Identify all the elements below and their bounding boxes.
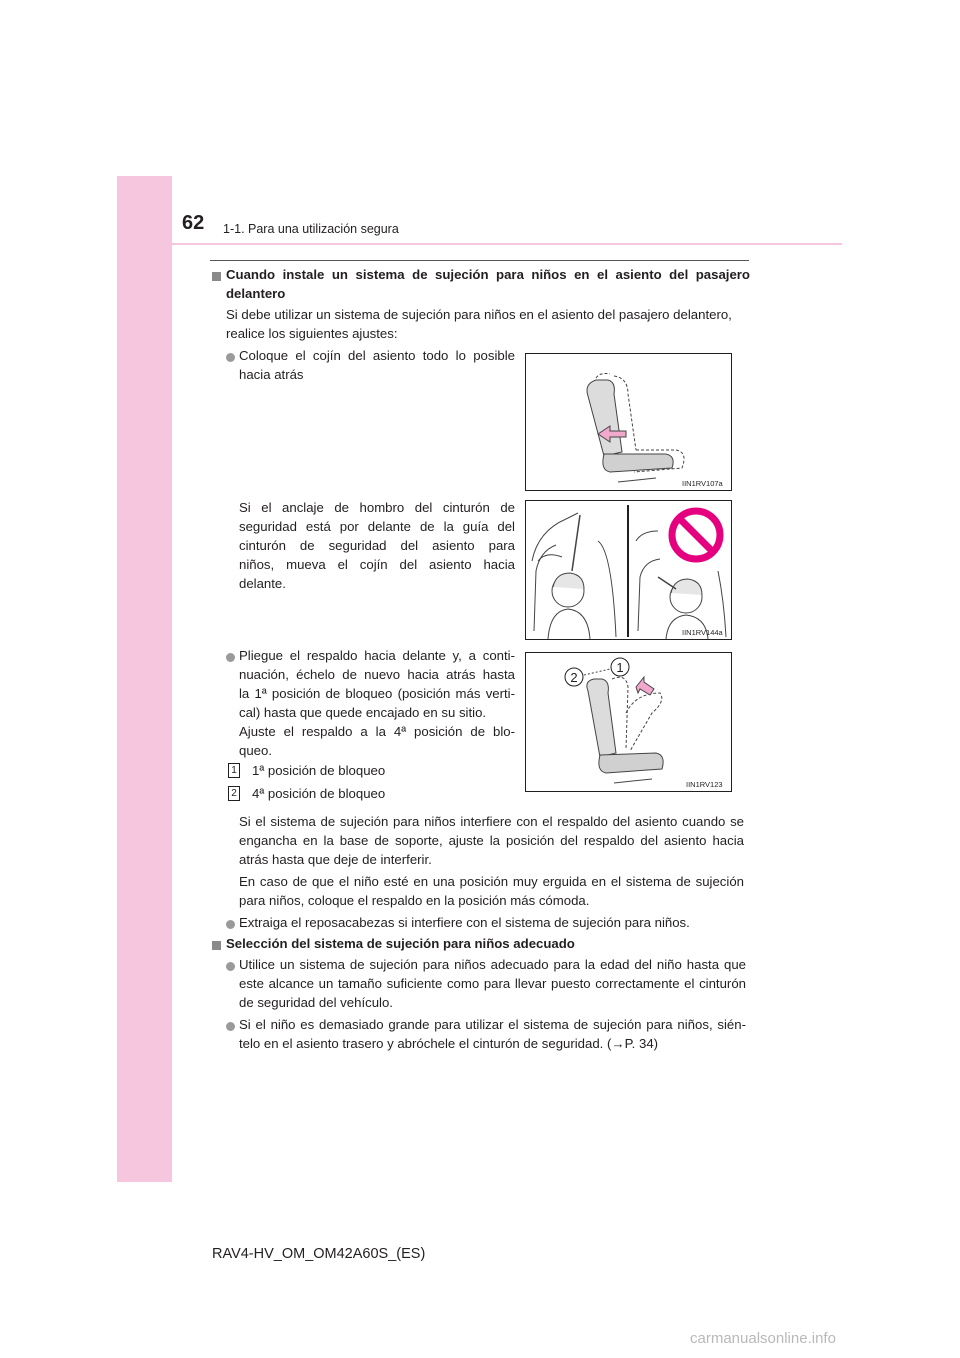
section-square-icon [212, 272, 221, 281]
bullet-dot-icon [226, 653, 235, 662]
bullet-text: queo. [239, 743, 273, 758]
body-text: engancha en la base de soporte, ajuste la posición del respaldo del asiento hacia [239, 833, 744, 848]
bullet-text: Ajuste el respaldo a la 4ª posición de blo- [239, 724, 515, 739]
legend-text: 1ª posición de bloqueo [252, 763, 386, 778]
body-text: Si el sistema de sujeción para niños interfiere con el respaldo del asiento cuando se [239, 814, 744, 829]
bullet-text: cal) hasta que quede encajado en su sitio. [239, 705, 487, 720]
note-line: seguridad está por delante de la guía del [239, 519, 515, 534]
running-head: 1-1. Para una utilización segura [223, 222, 399, 236]
bullet-text: este alcance un tamaño suficiente como para llevar puesto correctamente el cinturón [239, 976, 746, 991]
note-line: delante. [239, 576, 286, 591]
figure-code: IIN1RV107a [682, 479, 723, 488]
body-text: para niños, coloque el respaldo en la posición más cómoda. [239, 893, 590, 908]
bullet-text: Coloque el cojín del asiento todo lo posible [239, 348, 515, 363]
body-text: atrás hasta que deje de interferir. [239, 852, 432, 867]
section-title: Selección del sistema de sujeción para niños adecuado [226, 936, 575, 951]
bullet-text: Si el niño es demasiado grande para utilizar el sistema de sujeción para niños, sién- [239, 1017, 746, 1032]
bullet-text: Utilice un sistema de sujeción para niños adecuado para la edad del niño hasta que [239, 957, 746, 972]
document-code: RAV4-HV_OM_OM42A60S_(ES) [212, 1246, 426, 1262]
section-square-icon [212, 941, 221, 950]
page-number: 62 [182, 212, 205, 234]
callout-2: 2 [570, 670, 578, 685]
figure-seatback-lock [525, 652, 732, 792]
bullet-text: la 1ª posición de bloqueo (posición más verti- [239, 686, 515, 701]
intro-text-cont: realice los siguientes ajustes: [226, 326, 398, 341]
section-title-cont: delantero [226, 286, 286, 301]
body-text: En caso de que el niño esté en una posición muy erguida en el sistema de sujeción [239, 874, 744, 889]
figure-belt-position [525, 500, 732, 640]
note-line: niños, mueva el cojín del asiento hacia [239, 557, 515, 572]
figure-code: IIN1RV123 [686, 780, 723, 789]
intro-text: Si debe utilizar un sistema de sujeción para niños en el asiento del pasajero delantero, [226, 307, 732, 322]
header-rule [117, 243, 842, 245]
figure-code: IIN1RV144a [682, 628, 723, 637]
section-title: Cuando instale un sistema de sujeción para niños en el asiento del pasajero [226, 267, 750, 282]
bullet-text: nuación, échelo de nuevo hacia atrás hasta [239, 667, 515, 682]
seatback-lock-illustration-icon [526, 653, 731, 791]
bullet-dot-icon [226, 353, 235, 362]
belt-position-illustration-icon [526, 501, 731, 639]
bullet-dot-icon [226, 962, 235, 971]
section-rule [210, 260, 749, 261]
bullet-text: de seguridad del vehículo. [239, 995, 393, 1010]
legend-number-box: 2 [228, 786, 240, 801]
legend-text: 4ª posición de bloqueo [252, 786, 386, 801]
bullet-dot-icon [226, 1022, 235, 1031]
bullet-text: Pliegue el respaldo hacia delante y, a conti- [239, 648, 515, 663]
seat-cushion-illustration-icon [526, 354, 731, 490]
page-side-band [117, 176, 172, 1182]
bullet-text-cont: hacia atrás [239, 367, 304, 382]
callout-1: 1 [616, 660, 624, 675]
watermark: carmanualsonline.info [690, 1330, 836, 1347]
legend-number-box: 1 [228, 763, 240, 778]
bullet-dot-icon [226, 920, 235, 929]
note-line: Si el anclaje de hombro del cinturón de [239, 500, 515, 515]
bullet-text: Extraiga el reposacabezas si interfiere con el sistema de sujeción para niños. [239, 915, 690, 930]
bullet-text: telo en el asiento trasero y abróchele el cinturón de seguridad. (→P. 34) [239, 1036, 659, 1051]
figure-seat-cushion [525, 353, 732, 491]
note-line: cinturón de seguridad del asiento para [239, 538, 515, 553]
